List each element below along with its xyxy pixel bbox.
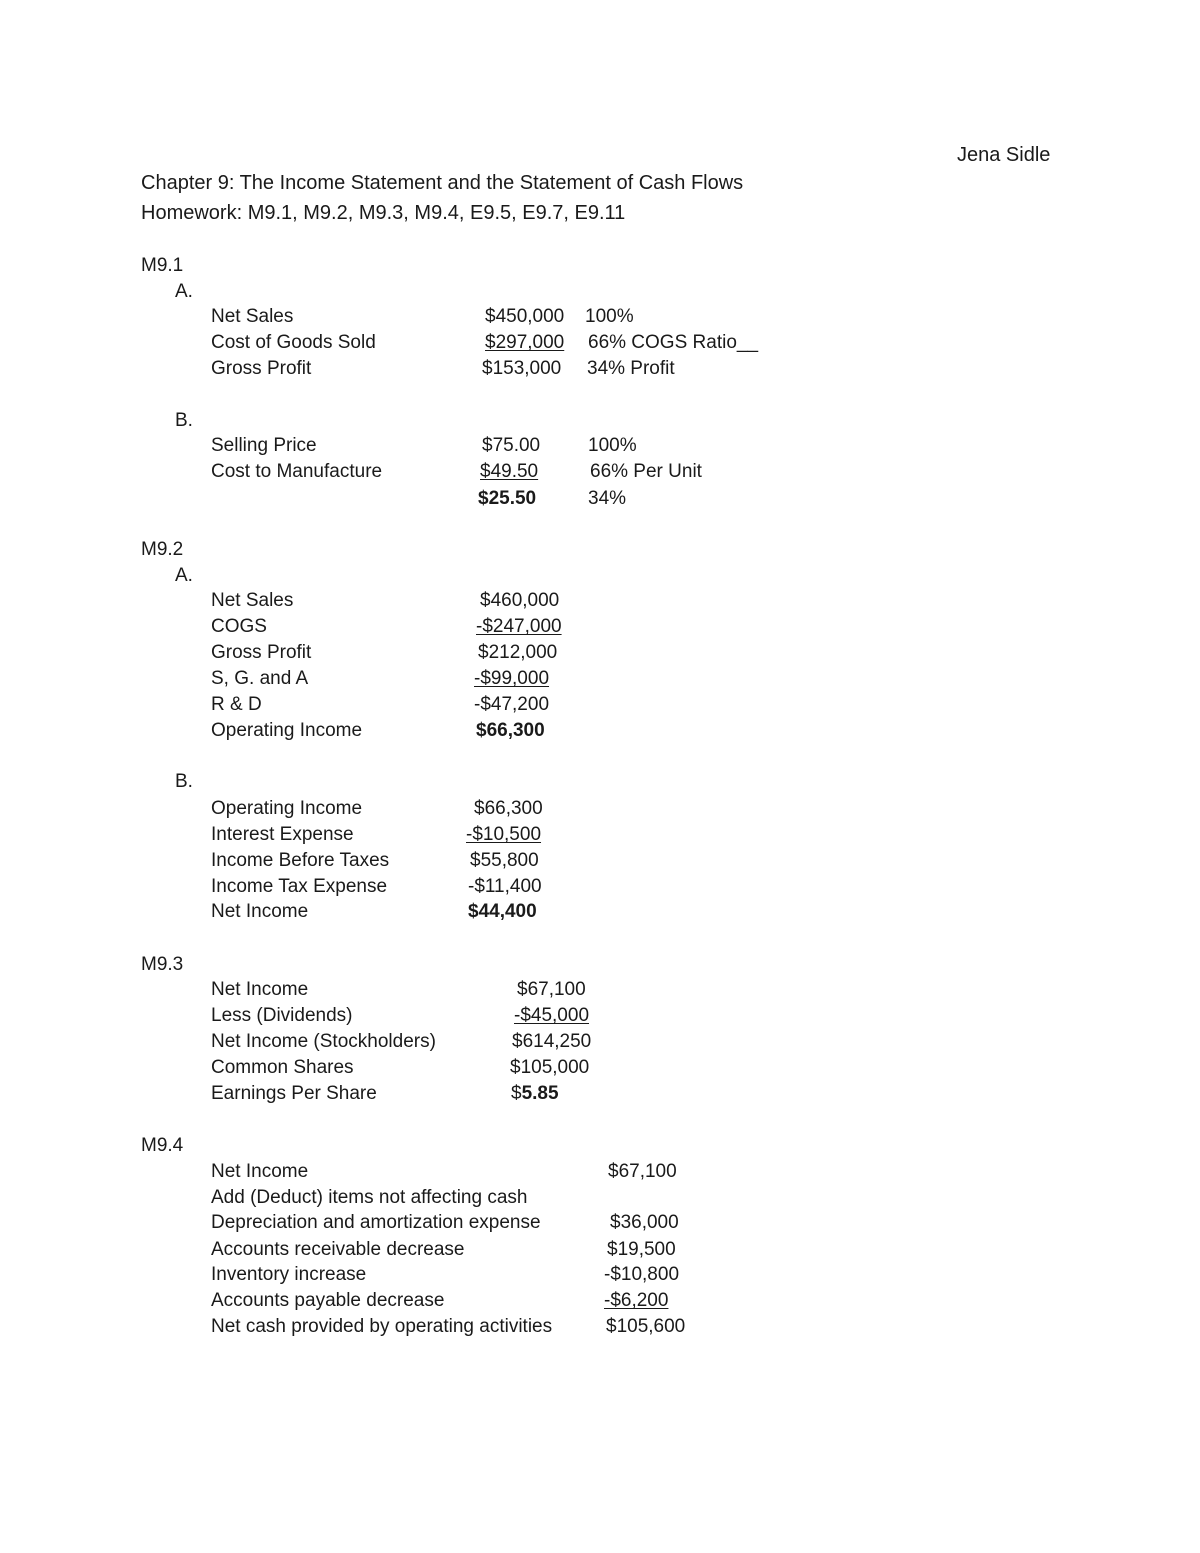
row-label: Net cash provided by operating activities <box>211 1316 553 1337</box>
row-label: Net Income <box>211 979 309 1000</box>
row-value: $67,100 <box>517 979 586 1000</box>
row-note: 66% COGS Ratio__ <box>588 332 759 353</box>
row-value: -$45,000 <box>514 1005 590 1026</box>
row-label: Net Sales <box>211 590 294 611</box>
row-note: 100% <box>588 435 637 456</box>
row-value: $19,500 <box>607 1239 676 1260</box>
row-value-total: $66,300 <box>476 720 545 741</box>
row-value: $55,800 <box>470 850 539 871</box>
row-label: Common Shares <box>211 1057 354 1078</box>
eps-value <box>511 1084 559 1103</box>
row-label: Net Income <box>211 901 309 922</box>
row-note: 66% Per Unit <box>590 461 702 482</box>
section-heading-m94: M9.4 <box>141 1135 184 1156</box>
row-label: Net Sales <box>211 306 294 327</box>
homework-list: Homework: M9.1, M9.2, M9.3, M9.4, E9.5, E9.7, E9.11 <box>141 202 626 224</box>
row-label: Gross Profit <box>211 642 312 663</box>
row-label: Income Before Taxes <box>211 850 390 871</box>
row-label: Depreciation and amortization expense <box>211 1212 541 1233</box>
eps-amount: 5.85 <box>521 1083 559 1104</box>
row-label: Add (Deduct) items not affecting cash <box>211 1187 528 1208</box>
row-value: $36,000 <box>610 1212 679 1233</box>
row-label: S, G. and A <box>211 668 309 689</box>
row-label: Inventory increase <box>211 1264 367 1285</box>
document-title: Chapter 9: The Income Statement and the Statement of Cash Flows <box>141 172 744 194</box>
row-value: $105,600 <box>606 1316 686 1337</box>
row-note: 34% Profit <box>587 358 675 379</box>
row-note: 34% <box>588 488 627 509</box>
row-label: Less (Dividends) <box>211 1005 353 1026</box>
row-value: -$11,400 <box>468 876 542 897</box>
row-value: $297,000 <box>485 332 565 353</box>
row-label: COGS <box>211 616 267 637</box>
row-value-total: $44,400 <box>468 901 537 922</box>
row-value: $450,000 <box>485 306 565 327</box>
row-label: Operating Income <box>211 720 363 741</box>
row-value: $153,000 <box>482 358 562 379</box>
row-value: $614,250 <box>512 1031 592 1052</box>
row-label: Cost of Goods Sold <box>211 332 376 353</box>
row-note: 100% <box>585 306 634 327</box>
row-value: $49.50 <box>480 461 539 482</box>
row-label: Accounts receivable decrease <box>211 1239 465 1260</box>
section-heading-m92: M9.2 <box>141 539 184 560</box>
row-label: Operating Income <box>211 798 363 819</box>
row-value: $212,000 <box>478 642 558 663</box>
row-value: -$10,500 <box>466 824 542 845</box>
row-value: -$247,000 <box>476 616 562 637</box>
row-label: Gross Profit <box>211 358 312 379</box>
row-label: Selling Price <box>211 435 317 456</box>
row-value: $66,300 <box>474 798 543 819</box>
eps-currency-sign: $ <box>511 1083 522 1104</box>
author-name: Jena Sidle <box>957 144 1051 166</box>
row-value: -$99,000 <box>474 668 550 689</box>
part-label-m91-b: B. <box>175 410 193 431</box>
row-value: -$10,800 <box>604 1264 680 1285</box>
row-value: $460,000 <box>480 590 560 611</box>
row-value: $67,100 <box>608 1161 677 1182</box>
row-value: -$6,200 <box>604 1290 669 1311</box>
row-label: Net Income (Stockholders) <box>211 1031 436 1052</box>
row-label: Net Income <box>211 1161 309 1182</box>
row-label: Accounts payable decrease <box>211 1290 445 1311</box>
row-label: R & D <box>211 694 262 715</box>
part-label-m91-a: A. <box>175 281 193 302</box>
section-heading-m93: M9.3 <box>141 954 184 975</box>
row-label: Income Tax Expense <box>211 876 388 897</box>
part-label-m92-a: A. <box>175 565 193 586</box>
row-value-total: $25.50 <box>478 488 537 509</box>
row-label: Interest Expense <box>211 824 354 845</box>
row-value: $105,000 <box>510 1057 590 1078</box>
row-label: Cost to Manufacture <box>211 461 383 482</box>
row-label: Earnings Per Share <box>211 1083 377 1104</box>
part-label-m92-b: B. <box>175 771 193 792</box>
row-value: $75.00 <box>482 435 541 456</box>
section-heading-m91: M9.1 <box>141 255 184 276</box>
row-value: -$47,200 <box>474 694 550 715</box>
